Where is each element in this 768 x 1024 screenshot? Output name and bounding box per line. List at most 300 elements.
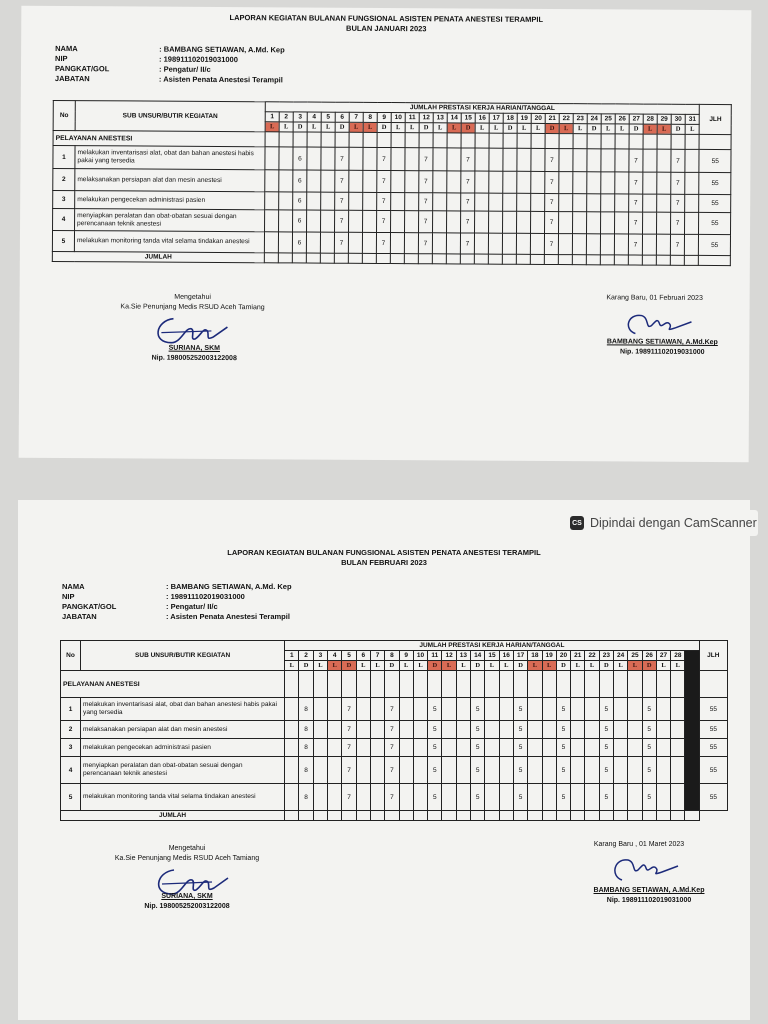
report-month: BULAN JANUARI 2023 [346, 23, 427, 34]
day-number: 12 [419, 113, 433, 123]
empty-cell [614, 811, 628, 821]
empty-cell [671, 811, 685, 821]
empty-cell [600, 234, 614, 255]
empty-cell [306, 253, 320, 263]
empty-cell [328, 739, 342, 757]
employee-signature [604, 852, 684, 886]
empty-cell [684, 255, 698, 265]
empty-cell [587, 194, 601, 212]
empty-cell [531, 171, 545, 193]
empty-cell [279, 210, 293, 232]
empty-cell [265, 192, 279, 210]
daily-value: 5 [642, 721, 656, 739]
empty-cell [363, 170, 377, 192]
daily-value: 6 [293, 192, 307, 210]
day-code: L [413, 661, 427, 671]
day-code: L [285, 661, 299, 671]
empty-cell [528, 757, 542, 784]
empty-cell [657, 212, 671, 234]
empty-cell [285, 671, 299, 698]
empty-cell [628, 784, 642, 811]
day-number: 17 [489, 113, 503, 123]
empty-cell [390, 233, 404, 254]
empty-cell [293, 132, 307, 147]
day-code: L [307, 122, 321, 132]
daily-value: 7 [342, 784, 356, 811]
empty-cell [656, 671, 670, 698]
empty-cell [328, 784, 342, 811]
daily-value: 6 [293, 147, 307, 170]
daily-value: 7 [342, 721, 356, 739]
day-number: 25 [628, 651, 642, 661]
daily-value: 5 [556, 698, 570, 721]
activity-description: melakukan inventarisasi alat, obat dan bahan anestesi habis pakai yang tersedia [81, 698, 285, 721]
daily-value: 7 [377, 192, 391, 210]
day-code: L [559, 124, 573, 134]
day-code: L [528, 661, 542, 671]
day-number: 8 [385, 651, 399, 661]
day-number: 30 [671, 114, 685, 124]
empty-cell [485, 757, 499, 784]
activity-row [61, 784, 728, 811]
place-date: Karang Baru , 01 Maret 2023 [593, 841, 685, 848]
empty-cell [499, 757, 513, 784]
day-code: L [370, 661, 384, 671]
empty-cell [489, 211, 503, 233]
daily-value: 5 [642, 757, 656, 784]
daily-value: 5 [556, 784, 570, 811]
empty-cell [413, 757, 427, 784]
empty-cell [615, 149, 629, 172]
day-code: D [471, 661, 485, 671]
empty-cell [656, 784, 670, 811]
activity-row [61, 739, 728, 757]
approver-block [62, 844, 312, 864]
day-number: 21 [545, 113, 559, 123]
daily-value: 8 [299, 757, 313, 784]
empty-cell [285, 721, 299, 739]
activity-table [60, 640, 728, 821]
empty-cell [615, 134, 629, 149]
activity-row [61, 757, 728, 784]
empty-cell [307, 170, 321, 192]
daily-value: 5 [642, 739, 656, 757]
empty-cell [356, 671, 370, 698]
empty-cell [545, 133, 559, 148]
day-code: D [599, 661, 613, 671]
empty-cell [517, 193, 531, 211]
empty-cell [405, 148, 419, 171]
empty-cell [587, 212, 601, 234]
day-number: 5 [342, 651, 356, 661]
empty-cell [528, 721, 542, 739]
empty-cell [585, 784, 599, 811]
day-number: 20 [556, 651, 570, 661]
daily-value: 5 [428, 784, 442, 811]
day-number: 11 [405, 113, 419, 123]
daily-value: 7 [385, 721, 399, 739]
empty-cell [285, 757, 299, 784]
day-number: 14 [471, 651, 485, 661]
empty-cell [542, 784, 556, 811]
empty-cell [556, 811, 570, 821]
daily-value: 7 [545, 211, 559, 233]
mengetahui-label: Mengetahui [174, 293, 211, 301]
employee-nip: Nip. 198911102019031000 [620, 348, 705, 356]
empty-cell [615, 194, 629, 212]
header-jlh: JLH [699, 641, 727, 671]
daily-value: 7 [629, 212, 643, 234]
empty-cell [559, 134, 573, 149]
empty-cell [629, 134, 643, 149]
empty-cell [601, 194, 615, 212]
day-number: 27 [656, 651, 670, 661]
daily-value: 7 [545, 193, 559, 211]
approver-name-block [62, 892, 312, 912]
empty-cell [460, 254, 474, 264]
empty-cell [628, 698, 642, 721]
empty-cell [531, 133, 545, 148]
empty-cell [285, 739, 299, 757]
empty-cell [499, 784, 513, 811]
day-number: 22 [559, 114, 573, 124]
empty-cell [530, 254, 544, 264]
day-code: L [433, 123, 447, 133]
empty-cell [643, 212, 657, 234]
empty-cell [628, 255, 642, 265]
empty-cell [614, 739, 628, 757]
empty-cell [643, 194, 657, 212]
day-number: 23 [573, 114, 587, 124]
day-code: L [313, 661, 327, 671]
empty-cell [585, 811, 599, 821]
empty-cell [362, 253, 376, 263]
empty-cell [615, 172, 629, 194]
header-no: No [53, 100, 75, 130]
activity-total: 55 [699, 739, 727, 757]
empty-cell [471, 811, 485, 821]
empty-cell [349, 132, 363, 147]
empty-cell [556, 671, 570, 698]
empty-cell [503, 193, 517, 211]
empty-cell [391, 193, 405, 211]
daily-value: 7 [671, 172, 685, 194]
empty-cell [643, 134, 657, 149]
identity-value: : BAMBANG SETIAWAN, A.Md. Kep [166, 582, 292, 591]
empty-cell [456, 784, 470, 811]
empty-cell [571, 757, 585, 784]
empty-cell [349, 192, 363, 210]
identity-label: JABATAN [54, 73, 90, 84]
employee-name-block [587, 337, 737, 358]
day-number: 7 [370, 651, 384, 661]
header-row [61, 641, 728, 651]
daily-value: 5 [599, 698, 613, 721]
daily-value: 5 [428, 739, 442, 757]
empty-cell [614, 234, 628, 255]
empty-cell [516, 233, 530, 254]
employee-name-block [574, 886, 724, 906]
empty-cell [671, 698, 685, 721]
daily-value: 7 [385, 739, 399, 757]
daily-value: 5 [599, 784, 613, 811]
empty-cell [571, 698, 585, 721]
empty-cell [442, 671, 456, 698]
empty-cell [586, 234, 600, 255]
activity-no: 1 [61, 698, 81, 721]
day-number: 2 [299, 651, 313, 661]
empty-cell [370, 784, 384, 811]
daily-value: 7 [629, 149, 643, 172]
day-code: D [428, 661, 442, 671]
empty-cell [685, 134, 699, 149]
daily-value: 5 [513, 721, 527, 739]
daily-value: 7 [629, 172, 643, 194]
employee-name: BAMBANG SETIAWAN, A.Md.Kep [593, 887, 705, 894]
identity-block [55, 44, 285, 85]
empty-cell [391, 148, 405, 171]
empty-cell [413, 739, 427, 757]
activity-description: melaksanakan persiapan alat dan mesin anestesi [81, 721, 285, 739]
empty-cell [614, 721, 628, 739]
day-code: L [573, 124, 587, 134]
empty-cell [356, 721, 370, 739]
empty-cell [279, 147, 293, 170]
empty-cell [399, 671, 413, 698]
empty-cell [377, 132, 391, 147]
empty-cell [475, 193, 489, 211]
empty-cell [585, 721, 599, 739]
empty-cell [485, 739, 499, 757]
daily-value: 5 [471, 757, 485, 784]
daily-value: 6 [292, 232, 306, 253]
daily-value: 7 [419, 211, 433, 233]
empty-cell [447, 171, 461, 193]
empty-cell [328, 757, 342, 784]
empty-cell [499, 671, 513, 698]
empty-cell [571, 784, 585, 811]
empty-cell [485, 784, 499, 811]
day-code: L [442, 661, 456, 671]
empty-cell [586, 255, 600, 265]
day-number: 22 [585, 651, 599, 661]
daily-value: 6 [293, 210, 307, 232]
empty-cell [362, 232, 376, 253]
empty-cell [573, 194, 587, 212]
activity-row [61, 698, 728, 721]
activity-description: menyiapkan peralatan dan obat-obatan sesuai dengan perencanaan teknik anestesi [81, 757, 285, 784]
empty-cell [585, 698, 599, 721]
empty-cell [614, 255, 628, 265]
empty-cell [447, 133, 461, 148]
empty-cell [356, 757, 370, 784]
empty-cell [489, 193, 503, 211]
daily-value: 5 [471, 721, 485, 739]
empty-cell [614, 784, 628, 811]
empty-cell [278, 253, 292, 263]
daily-value: 7 [671, 194, 685, 212]
empty-cell [413, 698, 427, 721]
empty-cell [399, 739, 413, 757]
empty-cell [531, 148, 545, 171]
activity-no: 2 [53, 168, 75, 190]
activity-description: melakukan monitoring tanda vital selama tindakan anestesi [74, 231, 264, 253]
day-code: D [587, 124, 601, 134]
daily-value: 7 [342, 698, 356, 721]
empty-cell [447, 211, 461, 233]
empty-cell [699, 134, 731, 149]
empty-cell [390, 254, 404, 264]
empty-cell [292, 253, 306, 263]
jumlah-row [61, 811, 728, 821]
empty-cell [485, 698, 499, 721]
empty-cell [306, 232, 320, 253]
empty-cell [313, 721, 327, 739]
empty-cell [573, 212, 587, 234]
activity-total: 55 [699, 234, 731, 255]
empty-cell [391, 133, 405, 148]
day-code: L [601, 124, 615, 134]
empty-cell [313, 757, 327, 784]
empty-cell [313, 739, 327, 757]
day-number: 14 [447, 113, 461, 123]
report-month: BULAN FEBRUARI 2023 [341, 558, 427, 567]
daily-value: 7 [461, 171, 475, 193]
empty-cell [572, 234, 586, 255]
empty-cell [599, 671, 613, 698]
day-code: L [499, 661, 513, 671]
day-code: L [585, 661, 599, 671]
daily-value: 7 [628, 234, 642, 255]
empty-cell [542, 811, 556, 821]
empty-cell [571, 671, 585, 698]
empty-cell [587, 172, 601, 194]
day-number: 24 [614, 651, 628, 661]
daily-value: 5 [599, 721, 613, 739]
empty-cell [559, 149, 573, 172]
identity-label: NAMA [55, 43, 78, 54]
empty-cell [349, 210, 363, 232]
activity-total: 55 [699, 698, 727, 721]
empty-cell [307, 132, 321, 147]
section-row [61, 671, 728, 698]
empty-cell [404, 233, 418, 254]
camscanner-label: Dipindai dengan CamScanner [590, 516, 757, 530]
empty-cell [685, 172, 699, 194]
activity-total: 55 [699, 149, 731, 172]
empty-cell [503, 171, 517, 193]
empty-cell [370, 721, 384, 739]
approver-nip: Nip. 198005252003122008 [144, 903, 230, 910]
empty-cell [264, 232, 278, 253]
daily-value: 7 [335, 170, 349, 192]
day-code: L [517, 123, 531, 133]
empty-cell [571, 739, 585, 757]
empty-cell [587, 134, 601, 149]
empty-cell [461, 133, 475, 148]
daily-value: 8 [299, 721, 313, 739]
empty-cell [313, 784, 327, 811]
empty-cell [446, 254, 460, 264]
daily-value: 5 [642, 698, 656, 721]
daily-value: 7 [385, 784, 399, 811]
day-code: L [628, 661, 642, 671]
day-number: 1 [265, 112, 279, 122]
empty-cell [573, 134, 587, 149]
empty-cell [572, 255, 586, 265]
empty-cell [279, 192, 293, 210]
daily-value: 8 [299, 698, 313, 721]
day-code: L [328, 661, 342, 671]
empty-cell [321, 147, 335, 170]
day-number: 9 [377, 112, 391, 122]
empty-cell [433, 148, 447, 171]
daily-value: 7 [670, 234, 684, 255]
empty-cell [348, 253, 362, 263]
empty-cell [499, 698, 513, 721]
jumlah-label: JUMLAH [52, 251, 264, 262]
empty-cell [485, 811, 499, 821]
empty-cell [447, 193, 461, 211]
empty-cell [656, 234, 670, 255]
activity-total: 55 [699, 212, 731, 234]
daily-value: 7 [335, 192, 349, 210]
empty-cell [671, 671, 685, 698]
empty-cell [370, 671, 384, 698]
day-code: D [419, 123, 433, 133]
identity-label: NAMA [62, 582, 85, 591]
empty-cell [413, 811, 427, 821]
empty-cell [542, 739, 556, 757]
empty-cell [699, 671, 727, 698]
empty-cell [442, 757, 456, 784]
empty-cell [456, 739, 470, 757]
daily-value: 7 [545, 171, 559, 193]
empty-cell [571, 721, 585, 739]
day-code: L [356, 661, 370, 671]
day-code: L [542, 661, 556, 671]
empty-cell [489, 133, 503, 148]
empty-cell [321, 170, 335, 192]
daily-value: 7 [461, 193, 475, 211]
report-title: LAPORAN KEGIATAN BULANAN FUNGSIONAL ASISTEN PENATA ANESTESI TERAMPIL [227, 548, 541, 557]
empty-cell [517, 171, 531, 193]
empty-cell [587, 149, 601, 172]
report-sheet-february [18, 500, 750, 1020]
empty-cell [528, 671, 542, 698]
activity-total: 55 [699, 721, 727, 739]
empty-cell [328, 671, 342, 698]
empty-cell [428, 811, 442, 821]
empty-cell [643, 172, 657, 194]
day-code: L [391, 123, 405, 133]
activity-no: 4 [61, 757, 81, 784]
day-code: L [405, 123, 419, 133]
activity-total: 55 [699, 784, 727, 811]
empty-cell [671, 784, 685, 811]
identity-label: NIP [55, 53, 68, 64]
activity-description: menyiapkan peralatan dan obat-obatan sesuai dengan perencanaan teknik anestesi [75, 209, 265, 232]
empty-cell [456, 721, 470, 739]
empty-cell [685, 149, 699, 172]
day-code: D [335, 122, 349, 132]
daily-value: 7 [544, 233, 558, 254]
empty-cell [456, 671, 470, 698]
daily-value: 7 [629, 194, 643, 212]
daily-value: 5 [642, 784, 656, 811]
activity-total: 55 [699, 172, 731, 194]
day-number: 17 [513, 651, 527, 661]
